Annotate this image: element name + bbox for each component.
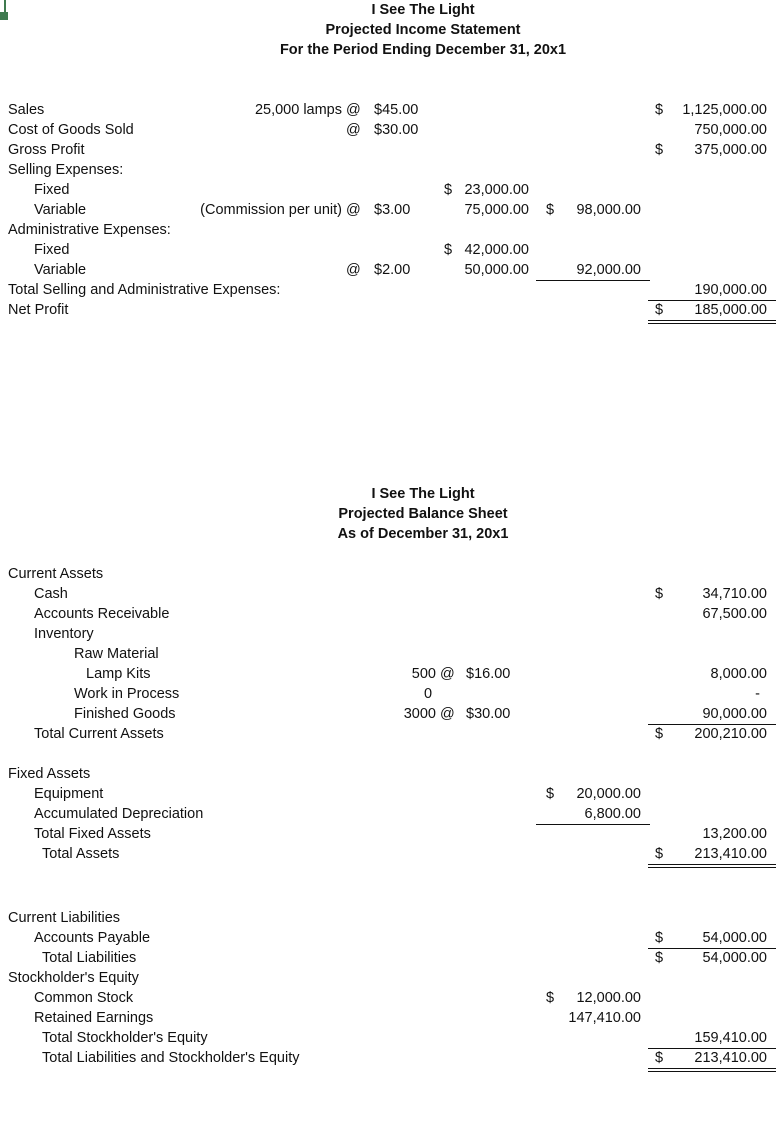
- selling-fixed-amount: 23,000.00: [464, 182, 529, 198]
- total-fixed-assets-total: 13,200.00: [702, 826, 767, 842]
- selling-variable-amount: 75,000.00: [464, 202, 529, 218]
- sales-total: 1,125,000.00: [682, 102, 767, 118]
- total-le-label: Total Liabilities and Stockholder's Equity: [42, 1050, 300, 1066]
- sales-price: $45.00: [374, 102, 419, 118]
- total-sa-total: 190,000.00: [694, 282, 767, 298]
- total-current-assets-label: Total Current Assets: [34, 726, 164, 742]
- net-double-underline-1: [648, 320, 776, 321]
- selling-variable-note: (Commission per unit): [200, 202, 342, 218]
- total-equity-label: Total Stockholder's Equity: [42, 1030, 208, 1046]
- total-fixed-assets-label: Total Fixed Assets: [34, 826, 151, 842]
- admin-label: Administrative Expenses:: [8, 222, 171, 238]
- current-assets-label: Current Assets: [8, 566, 104, 582]
- selling-subtotal: 98,000.00: [576, 202, 641, 218]
- total-sa-label: Total Selling and Administrative Expenses:: [8, 282, 281, 298]
- common-stock-amount: 12,000.00: [576, 990, 641, 1006]
- selling-fixed-currency: $: [444, 182, 453, 198]
- admin-fixed-label: Fixed: [34, 242, 70, 258]
- admin-underline: [536, 280, 650, 281]
- total-current-assets-currency: $: [655, 726, 664, 742]
- current-liabilities-label: Current Liabilities: [8, 910, 121, 926]
- equipment-amount: 20,000.00: [576, 786, 641, 802]
- total-assets-currency: $: [655, 846, 664, 862]
- sales-at: @: [346, 102, 361, 118]
- equipment-label: Equipment: [34, 786, 104, 802]
- cash-label: Cash: [34, 586, 68, 602]
- total-liabilities-label: Total Liabilities: [42, 950, 137, 966]
- balance-title: Projected Balance Sheet: [338, 506, 508, 522]
- inventory-label: Inventory: [34, 626, 94, 642]
- retained-earnings-amount: 147,410.00: [568, 1010, 641, 1026]
- selling-fixed-label: Fixed: [34, 182, 70, 198]
- finished-goods-label: Finished Goods: [74, 706, 176, 722]
- total-assets-double-underline-2: [648, 867, 776, 868]
- admin-variable-amount: 50,000.00: [464, 262, 529, 278]
- total-current-assets-total: 200,210.00: [694, 726, 767, 742]
- cogs-price: $30.00: [374, 122, 419, 138]
- total-assets-total: 213,410.00: [694, 846, 767, 862]
- cell-selection-edge: [4, 0, 6, 12]
- total-equity-total: 159,410.00: [694, 1030, 767, 1046]
- finished-goods-at: @: [440, 706, 455, 722]
- ar-label: Accounts Receivable: [34, 606, 170, 622]
- admin-fixed-currency: $: [444, 242, 453, 258]
- admin-variable-at: @: [346, 262, 361, 278]
- total-le-currency: $: [655, 1050, 664, 1066]
- retained-earnings-label: Retained Earnings: [34, 1010, 154, 1026]
- fixed-assets-label: Fixed Assets: [8, 766, 91, 782]
- selling-variable-rate: $3.00: [374, 202, 411, 218]
- total-assets-label: Total Assets: [42, 846, 120, 862]
- balance-period: As of December 31, 20x1: [337, 526, 509, 542]
- cogs-at: @: [346, 122, 361, 138]
- sales-units: 25,000 lamps: [254, 102, 342, 118]
- total-le-total: 213,410.00: [694, 1050, 767, 1066]
- cogs-label: Cost of Goods Sold: [8, 122, 134, 138]
- ap-label: Accounts Payable: [34, 930, 151, 946]
- selling-label: Selling Expenses:: [8, 162, 124, 178]
- wip-total: -: [755, 686, 760, 702]
- net-currency: $: [655, 302, 664, 318]
- wip-label: Work in Process: [74, 686, 180, 702]
- gross-currency: $: [655, 142, 664, 158]
- balance-company: I See The Light: [371, 486, 475, 502]
- finished-goods-price: $30.00: [466, 706, 511, 722]
- ar-total: 67,500.00: [702, 606, 767, 622]
- ap-total: 54,000.00: [702, 930, 767, 946]
- depreciation-amount: 6,800.00: [584, 806, 641, 822]
- equity-label: Stockholder's Equity: [8, 970, 139, 986]
- total-le-double-underline-1: [648, 1068, 776, 1069]
- income-company: I See The Light: [371, 2, 475, 18]
- depreciation-underline: [536, 824, 650, 825]
- gross-total: 375,000.00: [694, 142, 767, 158]
- income-title: Projected Income Statement: [325, 22, 521, 38]
- selling-variable-at: @: [346, 202, 361, 218]
- admin-fixed-amount: 42,000.00: [464, 242, 529, 258]
- ap-currency: $: [655, 930, 664, 946]
- cash-currency: $: [655, 586, 664, 602]
- cell-selection-marker: [0, 12, 8, 20]
- selling-variable-label: Variable: [34, 202, 87, 218]
- lamp-kits-price: $16.00: [466, 666, 511, 682]
- lamp-kits-qty: 500: [411, 666, 436, 682]
- common-stock-label: Common Stock: [34, 990, 134, 1006]
- net-double-underline-2: [648, 323, 776, 324]
- common-stock-currency: $: [546, 990, 555, 1006]
- admin-subtotal: 92,000.00: [576, 262, 641, 278]
- net-total: 185,000.00: [694, 302, 767, 318]
- total-le-double-underline-2: [648, 1071, 776, 1072]
- finished-goods-qty: 3000: [403, 706, 436, 722]
- sales-label: Sales: [8, 102, 45, 118]
- sales-currency: $: [655, 102, 664, 118]
- admin-variable-label: Variable: [34, 262, 87, 278]
- total-assets-double-underline-1: [648, 864, 776, 865]
- depreciation-label: Accumulated Depreciation: [34, 806, 204, 822]
- cash-total: 34,710.00: [702, 586, 767, 602]
- lamp-kits-label: Lamp Kits: [86, 666, 151, 682]
- total-liabilities-total: 54,000.00: [702, 950, 767, 966]
- selling-subtotal-currency: $: [546, 202, 555, 218]
- income-period: For the Period Ending December 31, 20x1: [279, 42, 567, 58]
- finished-goods-total: 90,000.00: [702, 706, 767, 722]
- gross-label: Gross Profit: [8, 142, 85, 158]
- lamp-kits-at: @: [440, 666, 455, 682]
- net-label: Net Profit: [8, 302, 69, 318]
- total-liabilities-currency: $: [655, 950, 664, 966]
- cogs-total: 750,000.00: [694, 122, 767, 138]
- lamp-kits-total: 8,000.00: [710, 666, 767, 682]
- admin-variable-rate: $2.00: [374, 262, 411, 278]
- equipment-currency: $: [546, 786, 555, 802]
- wip-qty: 0: [423, 686, 433, 702]
- raw-material-label: Raw Material: [74, 646, 159, 662]
